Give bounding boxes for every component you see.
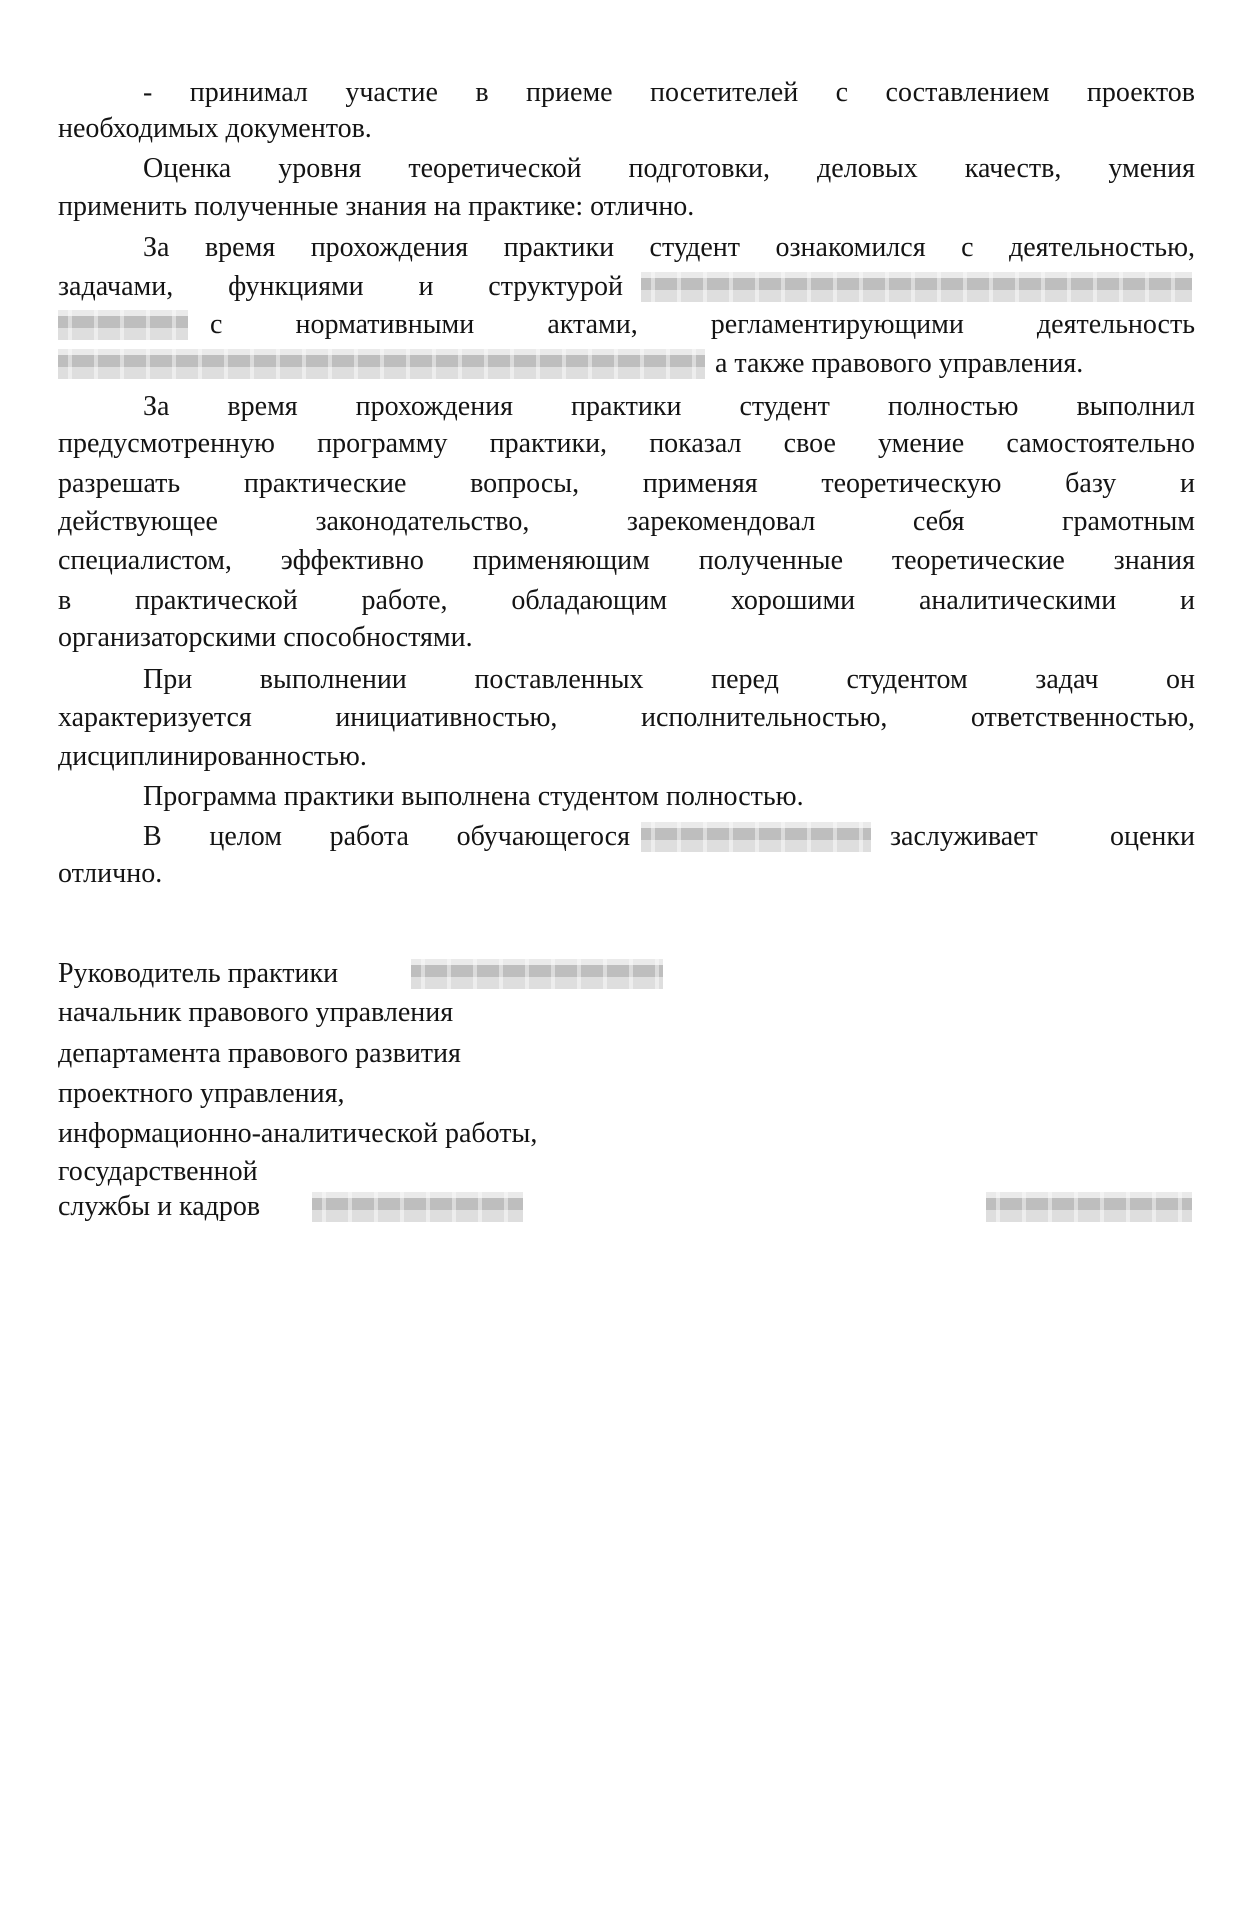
body-text-line: характеризуется инициативностью, исполнительностью, ответственностью, <box>58 702 1195 733</box>
body-text-line: Программа практики выполнена студентом полностью. <box>143 781 804 812</box>
body-text-line: предусмотренную программу практики, показал свое умение самостоятельно <box>58 428 1195 459</box>
redacted-text-block <box>986 1192 1192 1222</box>
body-text-line: дисциплинированностью. <box>58 741 367 772</box>
body-text-line: а также правового управления. <box>715 348 1084 379</box>
body-text-line: действующее законодательство, зарекомендовал себя грамотным <box>58 506 1195 537</box>
signature-line: государственной <box>58 1156 258 1187</box>
signature-line: проектного управления, <box>58 1078 345 1109</box>
signature-line: информационно-аналитической работы, <box>58 1118 538 1149</box>
body-text-line: необходимых документов. <box>58 113 372 144</box>
redacted-text-block <box>58 349 705 379</box>
body-text-line: заслуживает оценки <box>890 821 1195 852</box>
signature-line: Руководитель практики <box>58 958 339 989</box>
body-text-line: применить полученные знания на практике: отлично. <box>58 191 695 222</box>
body-text-line: За время прохождения практики студент ознакомился с деятельностью, <box>143 232 1195 263</box>
signature-line: службы и кадров <box>58 1191 261 1222</box>
redacted-text-block <box>641 272 1192 302</box>
body-text-line: в практической работе, обладающим хорошими аналитическими и <box>58 585 1195 616</box>
redacted-text-block <box>411 959 663 989</box>
body-text-line: За время прохождения практики студент полностью выполнил <box>143 391 1195 422</box>
redacted-text-block <box>312 1192 523 1222</box>
body-text-line: Оценка уровня теоретической подготовки, деловых качеств, умения <box>143 153 1195 184</box>
body-text-line: отлично. <box>58 858 163 889</box>
signature-line: начальник правового управления <box>58 997 454 1028</box>
body-text-line: задачами, функциями и структурой <box>58 271 623 302</box>
body-text-line: организаторскими способностями. <box>58 622 473 653</box>
redacted-text-block <box>58 310 188 340</box>
body-text-line: В целом работа обучающегося <box>143 821 630 852</box>
redacted-text-block <box>641 822 871 852</box>
body-text-line: специалистом, эффективно применяющим полученные теоретические знания <box>58 545 1195 576</box>
body-text-line: При выполнении поставленных перед студентом задач он <box>143 664 1195 695</box>
signature-line: департамента правового развития <box>58 1038 461 1069</box>
body-text-line: разрешать практические вопросы, применяя теоретическую базу и <box>58 468 1195 499</box>
body-text-line: с нормативными актами, регламентирующими деятельность <box>210 309 1195 340</box>
body-text-line: - принимал участие в приеме посетителей с составлением проектов <box>143 77 1195 108</box>
